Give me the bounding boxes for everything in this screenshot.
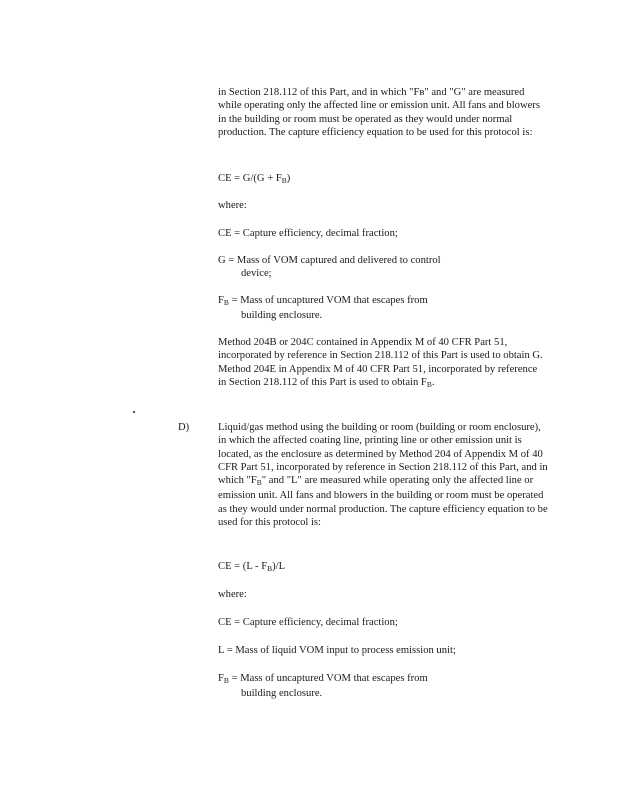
section-d-paragraph: Liquid/gas method using the building or room (building or room enclosure), in which the affected coating line, printing line or other emission unit is located, as the enclosure as determined by Method 204 of Appendix M of 40 CFR Part 51, incorporated by reference in Section 218.112 of this Part, and in which "$F_B$" and "L" are measured while operating only the affected line or emission unit. All fans and blowers in the building or room must be operated as they would under normal production. The capture efficiency equation to be used for this protocol is:: [218, 422, 548, 529]
definition-fb-1: $F_B$ = Mass of uncaptured VOM that escapes from building enclosure.: [218, 295, 428, 322]
capture-efficiency-equation-2: CE = $(L - F_B)/L$: [218, 561, 286, 573]
scan-speck: [133, 411, 135, 413]
capture-efficiency-equation-1: CE = $G/(G + F_B)$: [218, 173, 291, 185]
definition-ce-2: CE = Capture efficiency, decimal fraction;: [218, 617, 398, 628]
method-paragraph: Method 204B or 204C contained in Appendix M of 40 CFR Part 51, incorporated by reference in Section 218.112 of this Part is used to obtain G. Method 204E in Appendix M of 40 CFR Part 51, incorporated by reference in Section 218.112 of this Part is used to obtain $F_B$.: [218, 337, 543, 389]
where-label-2: where:: [218, 589, 247, 600]
definition-fb-2: $F_B$ = Mass of uncaptured VOM that escapes from building enclosure.: [218, 673, 428, 700]
section-d-label: D): [178, 422, 190, 433]
definition-ce-1: CE = Capture efficiency, decimal fraction;: [218, 228, 398, 239]
definition-l: L = Mass of liquid VOM input to process emission unit;: [218, 645, 456, 656]
definition-g: G = Mass of VOM captured and delivered to control device;: [218, 255, 441, 280]
where-label-1: where:: [218, 200, 247, 211]
intro-paragraph: in Section 218.112 of this Part, and in which "Fʙ" and "G" are measured while operating only the affected line or emission unit. All fans and blowers in the building or room must be operated as they would under normal production. The capture efficiency equation to be used for this protocol is:: [218, 87, 540, 138]
